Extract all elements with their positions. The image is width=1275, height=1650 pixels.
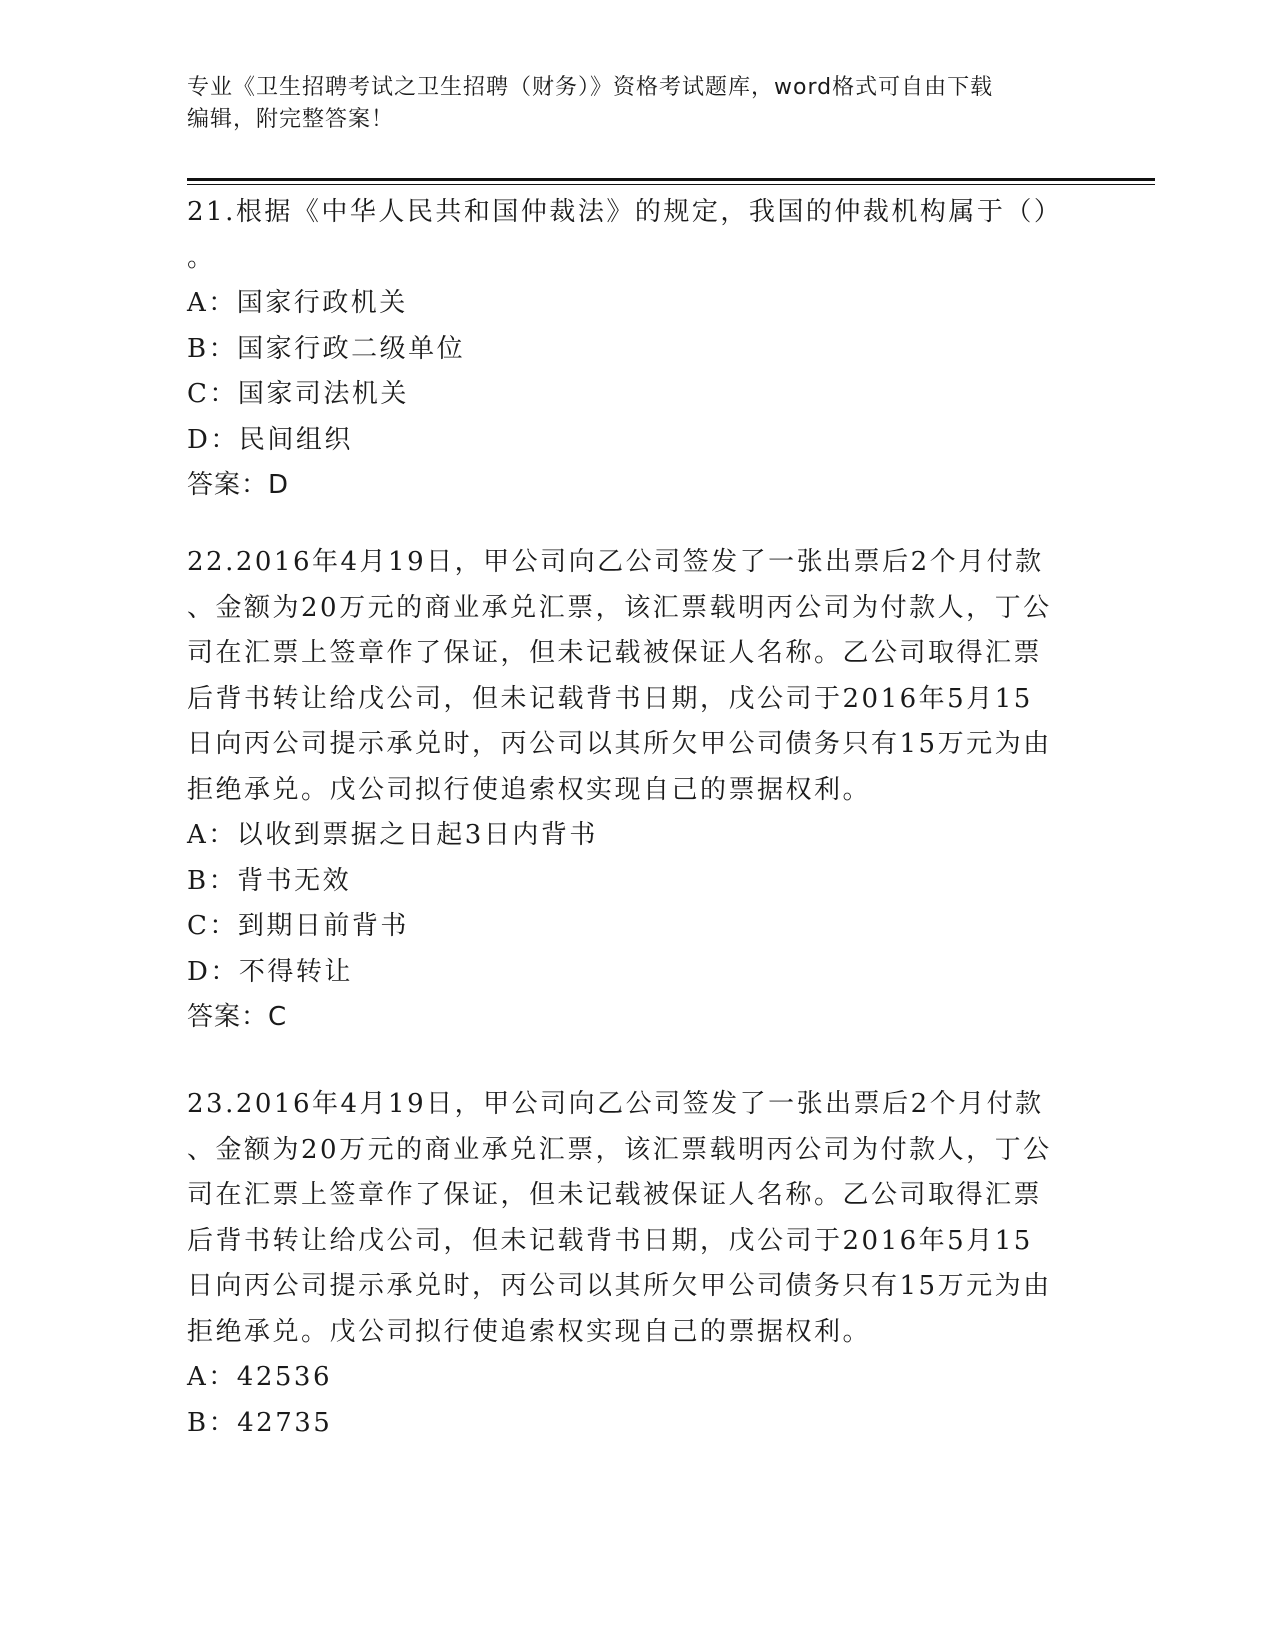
question-stem-line: 日向丙公司提示承兑时，丙公司以其所欠甲公司债务只有15万元为由: [187, 1271, 1052, 1301]
option-b: B：42735: [187, 1407, 333, 1438]
option-c: C：国家司法机关: [187, 379, 409, 409]
header-line-1: 专业《卫生招聘考试之卫生招聘（财务）》资格考试题库，word格式可自由下载: [187, 75, 994, 100]
header-line-2: 编辑，附完整答案！: [187, 107, 395, 132]
option-c: C：到期日前背书: [187, 911, 409, 941]
document-header: [187, 72, 1087, 136]
question-21: [187, 190, 1087, 509]
option-b: B：国家行政二级单位: [187, 333, 466, 364]
question-stem-line: 后背书转让给戊公司，但未记载背书日期，戊公司于2016年5月15: [187, 683, 1033, 714]
question-stem-line: 司在汇票上签章作了保证，但未记载被保证人名称。乙公司取得汇票: [187, 638, 1043, 668]
question-stem-line: 22.2016年4月19日，甲公司向乙公司签发了一张出票后2个月付款: [187, 547, 1044, 577]
question-stem-line: 后背书转让给戊公司，但未记载背书日期，戊公司于2016年5月15: [187, 1225, 1033, 1256]
option-b: B：背书无效: [187, 865, 352, 896]
answer-label: 答案：D: [187, 470, 290, 500]
question-stem-line: 21.根据《中华人民共和国仲裁法》的规定，我国的仲裁机构属于（）: [187, 197, 1063, 227]
question-22: [187, 540, 1087, 1041]
option-a: A：42536: [187, 1362, 332, 1392]
question-23: [187, 1082, 1087, 1446]
question-stem-line: 、金额为20万元的商业承兑汇票，该汇票载明丙公司为付款人，丁公: [187, 592, 1052, 623]
answer-label: 答案：C: [187, 1002, 288, 1032]
question-stem-line: 23.2016年4月19日，甲公司向乙公司签发了一张出票后2个月付款: [187, 1089, 1044, 1119]
question-stem-line: 日向丙公司提示承兑时，丙公司以其所欠甲公司债务只有15万元为由: [187, 729, 1052, 759]
option-d: D：民间组织: [187, 424, 353, 455]
header-rule-thick: [187, 178, 1155, 181]
question-stem-line: 拒绝承兑。戊公司拟行使追索权实现自己的票据权利。: [187, 1316, 872, 1347]
option-d: D：不得转让: [187, 956, 353, 987]
option-a: A：国家行政机关: [187, 288, 408, 318]
question-stem-line: 拒绝承兑。戊公司拟行使追索权实现自己的票据权利。: [187, 774, 872, 805]
header-rule-thin: [187, 184, 1155, 185]
question-stem-line: 司在汇票上签章作了保证，但未记载被保证人名称。乙公司取得汇票: [187, 1180, 1043, 1210]
question-stem-line: 、金额为20万元的商业承兑汇票，该汇票载明丙公司为付款人，丁公: [187, 1134, 1052, 1165]
question-stem-line: 。: [187, 242, 216, 273]
option-a: A：以收到票据之日起3日内背书: [187, 820, 598, 850]
